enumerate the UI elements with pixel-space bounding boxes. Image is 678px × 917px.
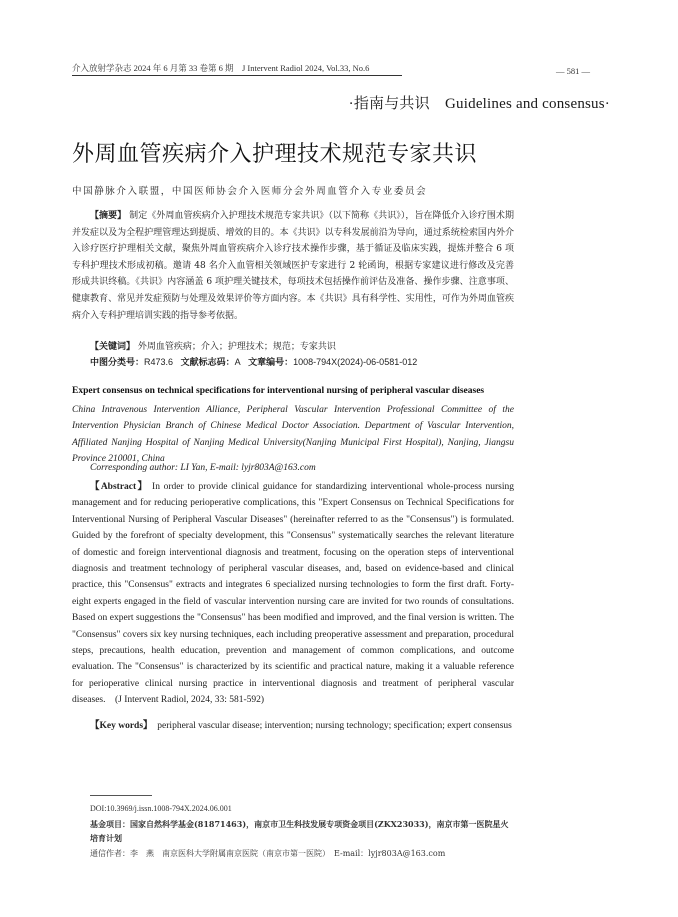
column-label: ·指南与共识 Guidelines and consensus· [348, 96, 610, 112]
article-no-label: 文章编号： [248, 357, 294, 367]
abstract-cn-text: 制定《外周血管疾病介入护理技术规范专家共识》（以下简称《共识》），旨在降低介入诊疗围术期并发症以及为全程护理管理达到提质、增效的目的。本《共识》以专科发展前沿为导向，通过系统检索国内外介入诊疗医疗护理相关文献，聚焦外周血管疾病介入诊疗技术操作步骤，基于循证及临床实践，提炼并整合 6 项专科护理技术形成初稿。邀请 48 名介入血管相关领域医护专家进行 2 轮函询，根据专家建议进行修改及完善形成共识终稿。《共识》内容涵盖 6 项护理关键技术，每项技术包括操作前评估及准备、操作步骤、注意事项、健康教育、常见并发症预防与处理及效果评价等方面内容。本《共识》具有科学性、实用性，可作为外周血管疾病介入专科护理培训实践的指导参考依据。 [72, 211, 514, 321]
clc-label: 中图分类号： [90, 357, 145, 367]
authors-cn: 中国静脉介入联盟，中国医师协会介入医师分会外周血管介入专业委员会 [72, 186, 428, 197]
keywords-en [72, 718, 514, 734]
article-title-cn: 外周血管疾病介入护理技术规范专家共识 [72, 142, 478, 167]
header-rule [72, 75, 402, 76]
abstract-en-label: 【Abstract】 [90, 482, 149, 492]
abstract-en-citation: (J Intervent Radiol, 2024, 33: 581-592) [115, 695, 265, 706]
running-header: 介入放射学杂志 2024 年 6 月第 33 卷第 6 期 J Intervent Radiol 2024, Vol.33, No.6 [72, 63, 370, 73]
footnote-rule [90, 795, 152, 796]
doi-footnote: DOI:10.3969/j.issn.1008-794X.2024.06.001 [90, 804, 232, 813]
abstract-en [72, 479, 514, 709]
doc-code-label: 文献标志码： [180, 357, 235, 367]
abstract-cn [72, 208, 514, 324]
doc-code-value: A [234, 357, 241, 367]
fund-footnote: 基金项目：国家自然科学基金(81871463)，南京市卫生科技发展专项资金项目(ZKX23033)，南京市第一医院星火培育计划 [90, 819, 509, 843]
abstract-cn-label: 【摘要】 [90, 211, 127, 221]
keywords-cn-text: 外周血管疾病；介入；护理技术；规范；专家共识 [137, 342, 336, 352]
abstract-en-text: In order to provide clinical guidance for standardizing interventional whole-process nursing management and for reducing perioperative complications, this "Expert Consensus on Technical Specifications for Interventional Nursing of Peripheral Vascular Diseases" (hereinafter referred to as the "Consensus") is formulated. Guided by the forefront of specialty development, this "Consensus" systematically searches the relevant literature of domestic and foreign interventional diagnosis and treatment, focusing on the operation steps of interventional diagnosis and treatment technology of peripheral vascular diseases, and, based on evidence-based and clinical practice, this "Consensus" extracts and integrates 6 specialized nursing technologies to form the first draft. Forty-eight experts engaged in the field of vascular intervention nursing care are invited for two rounds of consultations. Based on expert suggestions the "Consensus" has been modified and improved, and the final version is written. The "Consensus" covers six key nursing techniques, each including preoperative assessment and preparation, procedural steps, precautions, health education, prevention and management of common complications, and outcome evaluation. The "Consensus" is characterized by its scientific and practical nature, making it a valuable reference for perioperative clinical nursing practice in interventional diagnosis and treatment of peripheral vascular diseases. [72, 482, 515, 706]
keywords-cn-label: 【关键词】 [90, 342, 136, 352]
article-no-value: 1008-794X(2024)-06-0581-012 [293, 357, 418, 367]
keywords-en-text: peripheral vascular disease; intervention; nursing technology; specification; expert consensus [157, 721, 512, 731]
classification-line [90, 355, 417, 368]
affiliation-en: China Intravenous Intervention Alliance, Peripheral Vascular Intervention Professional Committee of the Intervention Physician Branch of Chinese Medical Doctor Association. Department of Vascular Intervention, Affiliated Nanjing Hospital of Nanjing Medical University(Nanjing Municipal First Hospital), Nanjing, Jiangsu Province 210001, China [72, 405, 514, 465]
keywords-cn [90, 339, 336, 352]
keywords-en-label: 【Key words】 [90, 721, 153, 731]
corresponding-author-en: Corresponding author: LI Yan, E-mail: lyjr803A@163.com [90, 463, 316, 473]
corresponding-author-cn: 通信作者：李 燕 南京医科大学附属南京医院（南京市第一医院） E-mail：lyjr803A@163.com [90, 849, 446, 858]
page-number: — 581 — [556, 66, 590, 76]
article-title-en: Expert consensus on technical specifications for interventional nursing of peripheral vascular diseases [72, 386, 485, 396]
clc-value: R473.6 [144, 357, 174, 367]
